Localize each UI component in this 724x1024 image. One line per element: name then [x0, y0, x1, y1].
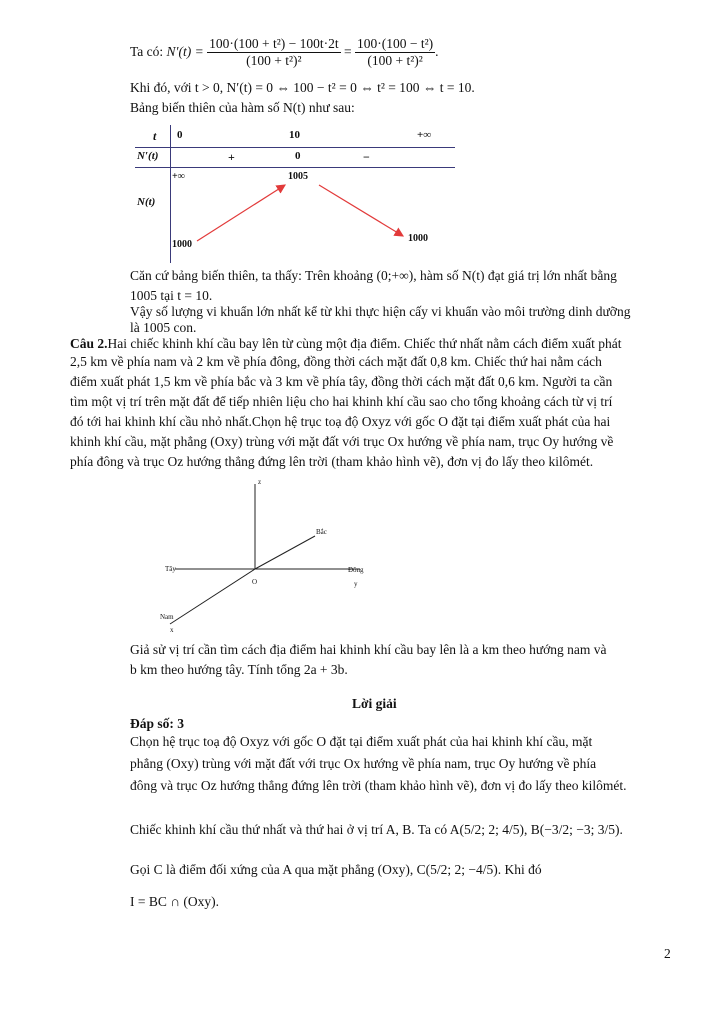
taco-label: Ta có:: [130, 44, 164, 59]
table-left-top: +∞: [172, 171, 185, 182]
solution-line-1: Chọn hệ trục toạ độ Oxyz với gốc O đặt tại điểm xuất phát của hai khinh khí cầu, mặt: [130, 734, 593, 749]
fraction-1-denominator: (100 + t²)²: [246, 52, 302, 68]
question-2-line-3: điểm xuất phát 1,5 km về phía bắc và 3 km về phía tây, đồng thời cách mặt đất 0,6 km. Người ta cần: [70, 374, 613, 389]
table-arrows: [135, 125, 455, 263]
page-number: 2: [664, 946, 671, 961]
table-peak-value: 1005: [288, 171, 308, 182]
axes-drawing: [150, 476, 380, 636]
question-2-line-5: đó tới hai khinh khí cầu nhỏ nhất.Chọn hệ trục toạ độ Oxyz với gốc O đặt tại điểm xuất phát của hai: [70, 414, 611, 429]
coordinate-figure: [150, 476, 380, 636]
derivative-lhs: N′(t) =: [166, 44, 204, 59]
paragraph-conclusion-2: 1005 tại t = 10.: [130, 288, 213, 303]
table-right-bottom: 1000: [408, 233, 428, 244]
table-function-label: N(t): [137, 196, 156, 208]
formula-period: .: [435, 44, 439, 59]
z-axis-label: z: [258, 478, 262, 486]
table-minus: −: [363, 150, 370, 164]
fraction-2: [355, 36, 435, 69]
table-t10: 10: [289, 129, 300, 141]
decreasing-arrow: [319, 185, 403, 236]
west-label: Tây: [165, 565, 176, 573]
origin-label: O: [252, 578, 258, 586]
table-left-bottom: 1000: [172, 239, 192, 250]
table-plus: +: [228, 150, 235, 164]
paragraph-conclusion-1: Căn cứ bảng biến thiên, ta thấy: Trên khoảng (0;+∞), hàm số N(t) đạt giá trị lớn nhất bằng: [130, 268, 617, 283]
derivative-formula: [130, 30, 439, 74]
paragraph-table-intro: Bảng biến thiên của hàm số N(t) như sau:: [130, 100, 355, 115]
question-2-label: Câu 2.: [70, 336, 108, 351]
fraction-2-denominator: (100 + t²)²: [367, 52, 423, 68]
increasing-arrow: [197, 185, 285, 241]
table-derivative-label: N′(t): [137, 150, 159, 162]
question-2-line-7: phía đông và trục Oz hướng thẳng đứng lên trời (tham khảo hình vẽ), đơn vị đo lấy theo kilômét.: [70, 454, 594, 469]
solution-line-6: I = BC ∩ (Oxy).: [130, 894, 219, 909]
y-axis-label: y: [354, 580, 358, 588]
solution-line-5: Gọi C là điểm đối xứng của A qua mặt phẳng (Oxy), C(5/2; 2; −4/5). Khi đó: [130, 862, 542, 877]
answer-line: Đáp số: 3: [130, 716, 185, 731]
fraction-2-numerator: 100·(100 − t²): [357, 35, 434, 51]
table-t0: 0: [177, 129, 183, 141]
solution-line-4: Chiếc khinh khí cầu thứ nhất và thứ hai ở vị trí A, B. Ta có A(5/2; 2; 4/5), B(−3/2; −3; 3/5).: [130, 822, 623, 837]
solution-line-3: đông và trục Oz hướng thẳng đứng lên trời (tham khảo hình vẽ), đơn vị đo lấy theo kilômét.: [130, 778, 627, 793]
fraction-1-numerator: 100·(100 + t²) − 100t·2t: [209, 35, 339, 51]
solution-title: Lời giải: [352, 696, 397, 711]
fraction-1: [207, 36, 341, 69]
table-zero: 0: [295, 150, 301, 162]
paragraph-conclusion-3: Vậy số lượng vi khuẩn lớn nhất kể từ khi thực hiện cấy vi khuẩn vào môi trường dinh dưỡng: [130, 304, 631, 319]
equals-sign: =: [344, 44, 352, 59]
question-2-text-1: Hai chiếc khinh khí cầu bay lên từ cùng một địa điểm. Chiếc thứ nhất nằm cách điểm xuất phát: [107, 336, 622, 351]
south-label: Nam: [160, 613, 174, 621]
question-2-line-4: tìm một vị trí trên mặt đất để tiếp nhiên liệu cho hai khinh khí cầu sao cho tổng khoảng cách từ vị trí: [70, 394, 613, 409]
north-label: Bắc: [316, 528, 327, 536]
question-2-line-2: 2,5 km về phía nam và 2 km về phía đông, đồng thời cách mặt đất 0,8 km. Chiếc thứ hai nằm cách: [70, 354, 602, 369]
question-2-line-6: khinh khí cầu, mặt phẳng (Oxy) trùng với mặt đất với trục Ox hướng về phía nam, trục Oy hướng về: [70, 434, 614, 449]
question-2-line-1: [70, 334, 670, 354]
north-axis: [255, 536, 315, 569]
question-text-1: Giả sử vị trí cần tìm cách địa điểm hai khinh khí cầu bay lên là a km theo hướng nam và: [130, 642, 607, 657]
east-label: Đông: [348, 566, 364, 574]
south-axis: [170, 569, 258, 624]
variation-table: [135, 125, 455, 263]
paragraph-conclusion-4: là 1005 con.: [130, 320, 197, 335]
question-text-2: b km theo hướng tây. Tính tổng 2a + 3b.: [130, 662, 348, 677]
solution-line-2: phẳng (Oxy) trùng với mặt đất với trục Ox hướng về phía nam, trục Oy hướng về phía: [130, 756, 597, 771]
x-axis-label: x: [170, 626, 174, 634]
table-tinf: +∞: [417, 129, 432, 141]
table-t-label: t: [153, 129, 157, 143]
paragraph-critical-point: Khi đó, với t > 0, N′(t) = 0 ⇔ 100 − t² = 0 ⇔ t² = 100 ⇔ t = 10.: [130, 80, 475, 95]
